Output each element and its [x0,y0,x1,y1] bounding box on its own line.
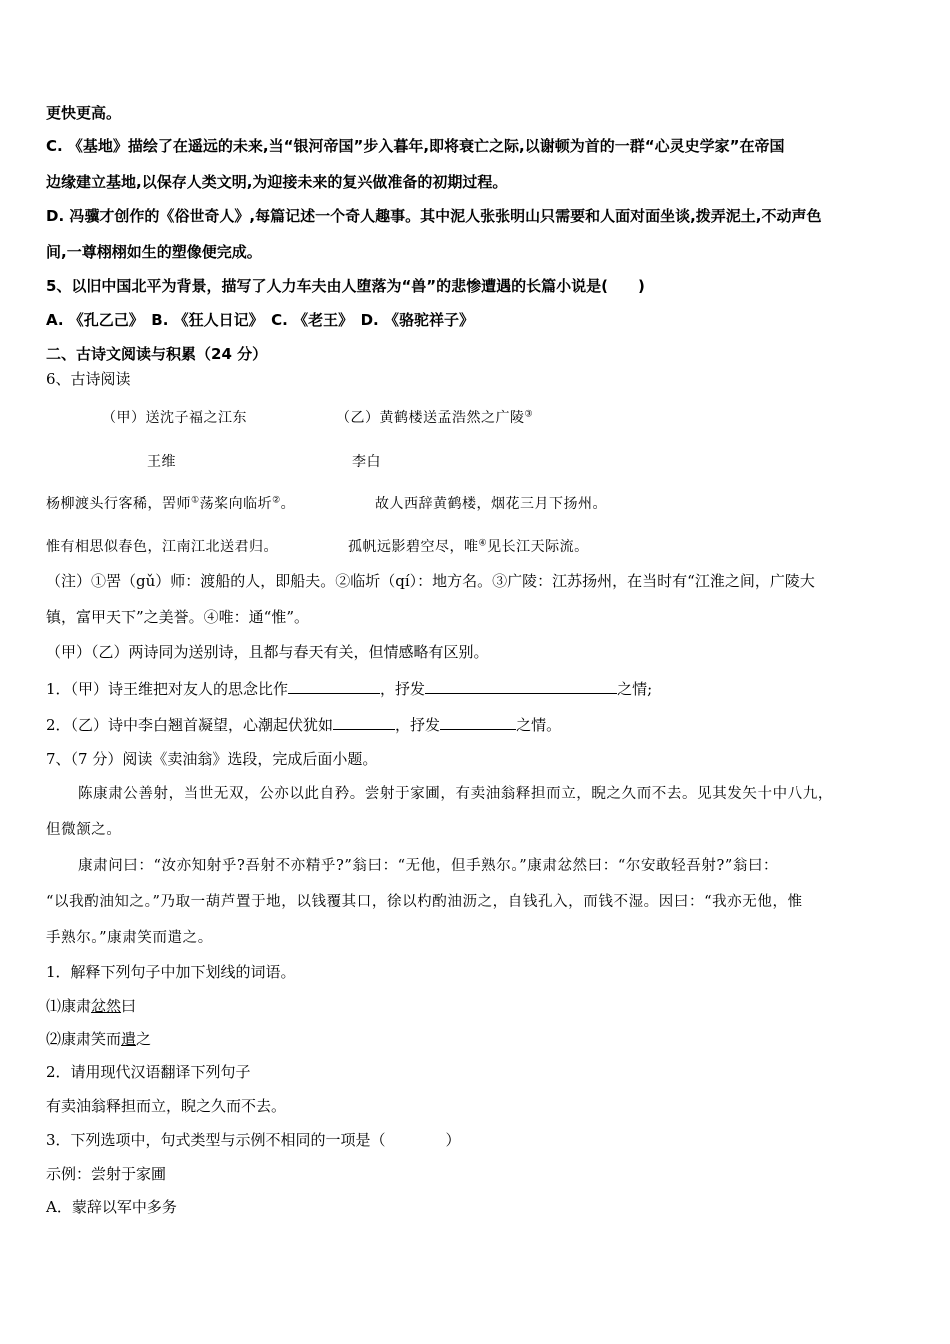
text-line: 更快更高。 [46,104,122,122]
q7-task3-example: 示例：尝射于家圃 [46,1165,167,1183]
q6-sub1: 1．（甲）诗王维把对友人的思念比作 ，抒发 之情; [46,680,653,698]
option-d-line2: 间,一尊栩栩如生的塑像便完成。 [46,243,262,261]
passage-p1-line2: 但微颔之。 [46,822,122,838]
question-7: 7、（7 分）阅读《卖油翁》选段，完成后面小题。 [46,750,378,768]
q7-task3: 3．下列选项中，句式类型与示例不相同的一项是（ ） [46,1131,461,1149]
q6-intro: （甲）（乙）两诗同为送别诗，且都与春天有关，但情感略有区别。 [46,643,489,661]
option-c-line2: 边缘建立基地,以保存人类文明,为迎接未来的复兴做准备的初期过程。 [46,173,508,191]
passage-p1-line1: 陈康肃公善射，当世无双，公亦以此自矜。尝射于家圃，有卖油翁释担而立，睨之久而不去。见其发矢十中八九， [78,786,833,802]
q7-task1: 1．解释下列句子中加下划线的词语。 [46,963,296,981]
q6-sub2: 2．（乙）诗中李白翘首凝望，心潮起伏犹如 ，抒发 之情。 [46,716,562,734]
notes-line2: 镇，富甲天下”之美誉。④唯：通“惟”。 [46,608,310,626]
poem-b-title: （乙）黄鹤楼送孟浩然之广陵③ [336,409,534,426]
poem-b-author: 李白 [352,454,381,470]
poem-a-title: （甲）送沈子福之江东 [102,410,247,426]
passage-p2-line1: 康肃问曰：“汝亦知射乎?吾射不亦精乎?”翁曰：“无他，但手熟尔。”康肃忿然曰：“尔安敢轻吾射?”翁曰： [78,858,779,874]
option-d-line1: D. 冯骥才创作的《俗世奇人》,每篇记述一个奇人趣事。其中泥人张张明山只需要和人面对面坐谈,拨弄泥土,不动声色 [46,207,822,225]
passage-p2-line2: “以我酌油知之。”乃取一葫芦置于地，以钱覆其口，徐以杓酌油沥之，自钱孔入，而钱不湿。因曰：“我亦无他，惟 [46,894,803,910]
poem-b-line1: 故人西辞黄鹤楼，烟花三月下扬州。 [375,496,607,512]
q7-task2: 2．请用现代汉语翻译下列句子 [46,1063,251,1081]
poem-a-line1: 杨柳渡头行客稀，罟师①荡桨向临圻②。 [46,495,296,512]
q7-task1-item2: ⑵康肃笑而遣之 [46,1030,152,1048]
section-2-heading: 二、古诗文阅读与积累（24 分） [46,345,268,363]
question-5-options: A. 《孔乙己》 B. 《狂人日记》 C. 《老王》 D. 《骆驼祥子》 [46,311,474,329]
q7-task1-item1: ⑴康肃忿然曰 [46,997,137,1015]
q7-task2-sentence: 有卖油翁释担而立，睨之久而不去。 [46,1097,287,1115]
answer-blank[interactable] [425,678,617,694]
answer-blank[interactable] [333,714,395,730]
poem-a-line2: 惟有相思似春色，江南江北送君归。 [46,539,278,555]
question-5: 5、以旧中国北平为背景，描写了人力车夫由人堕落为“兽”的悲惨遭遇的长篇小说是( ) [46,277,645,295]
answer-blank[interactable] [440,714,516,730]
answer-blank[interactable] [288,678,380,694]
option-c-line1: C. 《基地》描绘了在遥远的未来,当“银河帝国”步入暮年,即将衰亡之际,以谢顿为首的一群“心灵史学家”在帝国 [46,137,785,155]
passage-p2-line3: 手熟尔。”康肃笑而遣之。 [46,930,213,946]
poem-a-author: 王维 [147,454,176,470]
poem-b-line2: 孤帆远影碧空尽，唯④见长江天际流。 [348,538,589,555]
question-6: 6、古诗阅读 [46,370,131,388]
q7-task3-option-a: A．蒙辞以军中多务 [46,1198,177,1216]
notes-line1: （注）①罟（gǔ）师：渡船的人，即船夫。②临圻（qí）：地方名。③广陵：江苏扬州，在当时有“江淮之间，广陵大 [46,572,815,590]
